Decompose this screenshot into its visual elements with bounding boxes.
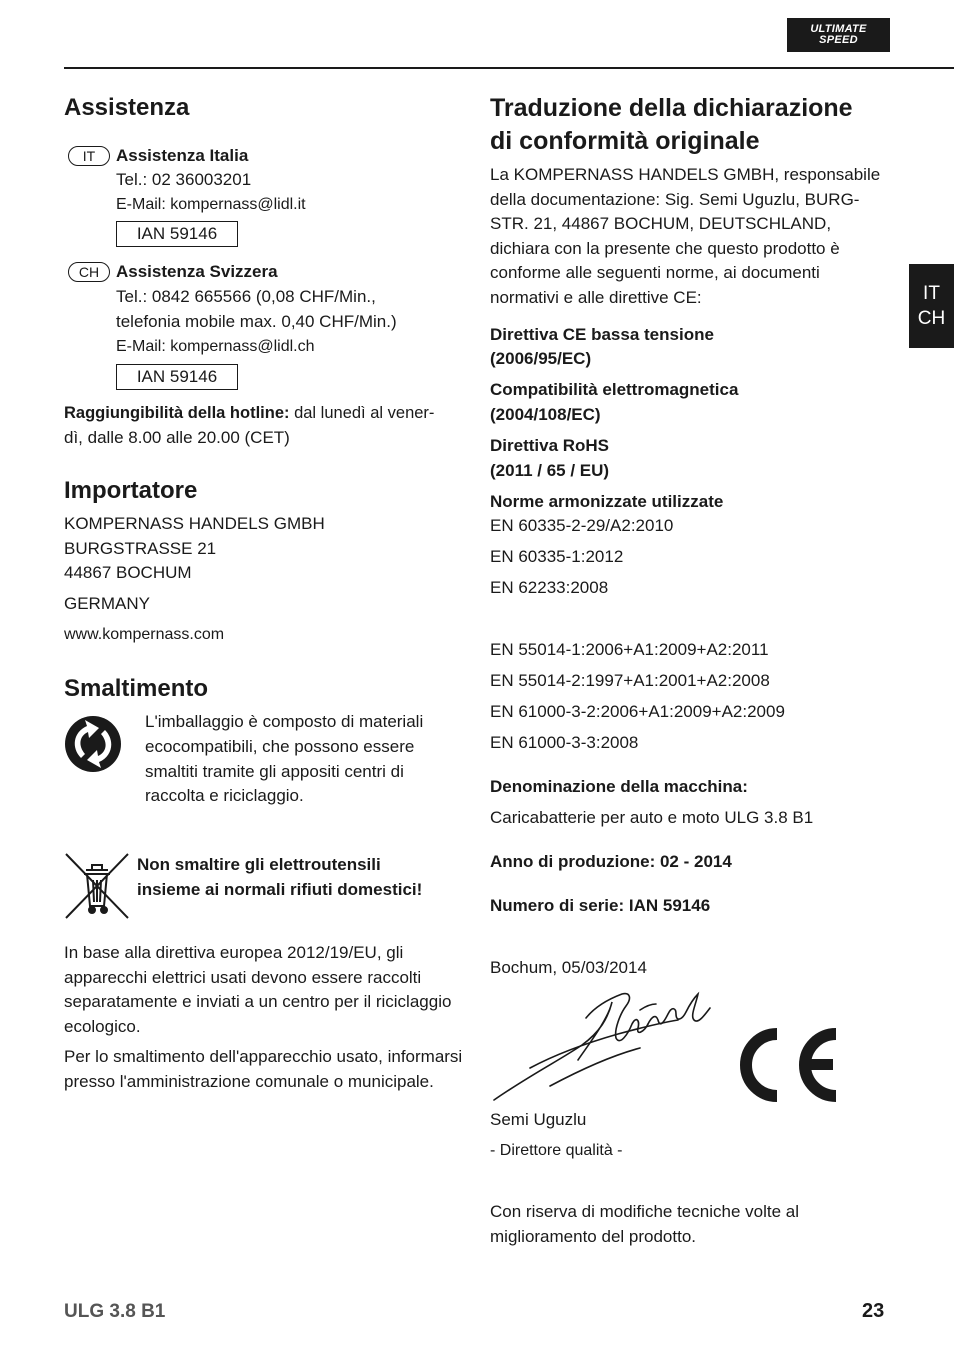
directive-line-3: separatamente e inviati a un centro per il riciclaggio bbox=[64, 992, 452, 1011]
header-rule bbox=[64, 67, 954, 69]
ian-box-it: IAN 59146 bbox=[116, 221, 238, 247]
disposal-line-1: Per lo smaltimento dell'apparecchio usato, informarsi bbox=[64, 1047, 463, 1066]
reserve-line-2: miglioramento del prodotto. bbox=[490, 1227, 697, 1246]
intro-line-2: della documentazione: Sig. Semi Uguzlu, BURG- bbox=[490, 190, 860, 209]
ce-mark-icon bbox=[735, 1027, 845, 1103]
intro-line-3: STR. 21, 44867 BOCHUM, DEUTSCHLAND, bbox=[490, 214, 832, 233]
importatore-web: www.kompernass.com bbox=[64, 626, 225, 643]
importatore-line-3: 44867 BOCHUM bbox=[64, 563, 192, 582]
brand-logo bbox=[787, 18, 890, 52]
norm-item: EN 60335-1:2012 bbox=[490, 547, 624, 566]
assistenza-italia-name: Assistenza Italia bbox=[116, 146, 249, 165]
assistenza-svizzera-tel: Tel.: 0842 665566 (0,08 CHF/Min., bbox=[116, 287, 376, 306]
norm-item: EN 60335-2-29/A2:2010 bbox=[490, 516, 674, 535]
declaration-title-line2: di conformità originale bbox=[490, 127, 760, 155]
importatore-line-2: BURGSTRASSE 21 bbox=[64, 539, 217, 558]
directive2-line1: Compatibilità elettromagnetica bbox=[490, 380, 739, 399]
footer-model: ULG 3.8 B1 bbox=[64, 1301, 166, 1322]
language-tab bbox=[909, 264, 954, 348]
directive2-line2: (2004/108/EC) bbox=[490, 405, 601, 424]
packaging-line-1: L'imballaggio è composto di materiali bbox=[145, 712, 424, 731]
assistenza-svizzera-name: Assistenza Svizzera bbox=[116, 262, 278, 281]
directive1-line2: (2006/95/EC) bbox=[490, 349, 592, 368]
hotline-line2: dì, dalle 8.00 alle 20.00 (CET) bbox=[64, 428, 290, 447]
directive1-line1: Direttiva CE bassa tensione bbox=[490, 325, 714, 344]
logo-line1: ULTIMATE bbox=[810, 23, 867, 35]
hotline-label: Raggiungibilità della hotline: bbox=[64, 404, 290, 422]
country-code-it: IT bbox=[68, 146, 110, 166]
reserve-line-1: Con riserva di modifiche tecniche volte al bbox=[490, 1202, 799, 1221]
importatore-title: Importatore bbox=[64, 477, 198, 504]
hotline-line1 bbox=[64, 401, 434, 426]
machine-value: Caricabatterie per auto e moto ULG 3.8 B1 bbox=[490, 808, 814, 827]
directive-line-1: In base alla direttiva europea 2012/19/EU, gli bbox=[64, 943, 404, 962]
crossed-bin-icon bbox=[64, 852, 130, 920]
packaging-line-4: raccolta e riciclaggio. bbox=[145, 786, 304, 805]
logo-line2: SPEED bbox=[819, 34, 858, 46]
norms-title: Norme armonizzate utilizzate bbox=[490, 492, 724, 511]
production-year: Anno di produzione: 02 - 2014 bbox=[490, 852, 732, 871]
green-dot-recycling-icon bbox=[63, 714, 123, 774]
disposal-line-2: presso l'amministrazione comunale o municipale. bbox=[64, 1072, 434, 1091]
signer-name: Semi Uguzlu bbox=[490, 1110, 587, 1129]
page-number: 23 bbox=[862, 1300, 885, 1322]
declaration-title-line1: Traduzione della dichiarazione bbox=[490, 94, 853, 122]
norm-item: EN 61000-3-3:2008 bbox=[490, 733, 639, 752]
language-tab-it: IT bbox=[923, 283, 940, 304]
intro-line-1: La KOMPERNASS HANDELS GMBH, responsabile bbox=[490, 165, 881, 184]
intro-line-5: conforme alle seguenti norme, ai documenti bbox=[490, 263, 820, 282]
directive-line-4: ecologico. bbox=[64, 1017, 141, 1036]
place-date: Bochum, 05/03/2014 bbox=[490, 958, 647, 977]
assistenza-italia-tel: Tel.: 02 36003201 bbox=[116, 170, 252, 189]
ian-box-ch: IAN 59146 bbox=[116, 364, 238, 390]
warning-line-1: Non smaltire gli elettroutensili bbox=[137, 855, 381, 874]
norm-item: EN 61000-3-2:2006+A1:2009+A2:2009 bbox=[490, 702, 785, 721]
packaging-line-2: ecocompatibili, che possono essere bbox=[145, 737, 415, 756]
norm-item: EN 55014-1:2006+A1:2009+A2:2011 bbox=[490, 640, 769, 659]
directive3-line1: Direttiva RoHS bbox=[490, 436, 610, 455]
assistenza-svizzera-tel2: telefonia mobile max. 0,40 CHF/Min.) bbox=[116, 312, 397, 331]
assistenza-svizzera-email: E-Mail: kompernass@lidl.ch bbox=[116, 338, 315, 355]
norm-item: EN 55014-2:1997+A1:2001+A2:2008 bbox=[490, 671, 770, 690]
signature-image bbox=[490, 990, 720, 1105]
smaltimento-title: Smaltimento bbox=[64, 675, 209, 702]
warning-line-2: insieme ai normali rifiuti domestici! bbox=[137, 880, 423, 899]
norm-item: EN 62233:2008 bbox=[490, 578, 609, 597]
language-tab-ch: CH bbox=[917, 308, 946, 329]
directive3-line2: (2011 / 65 / EU) bbox=[490, 461, 610, 480]
hotline-text1: dal lunedì al vener- bbox=[289, 404, 435, 422]
machine-label: Denominazione della macchina: bbox=[490, 777, 748, 796]
intro-line-4: dichiara con la presente che questo prodotto è bbox=[490, 239, 840, 258]
country-code-ch: CH bbox=[68, 262, 110, 282]
signer-role: - Direttore qualità - bbox=[490, 1142, 623, 1159]
directive-line-2: apparecchi elettrici usati devono essere raccolti bbox=[64, 968, 422, 987]
assistenza-title: Assistenza bbox=[64, 94, 190, 121]
assistenza-italia-email: E-Mail: kompernass@lidl.it bbox=[116, 196, 306, 213]
packaging-line-3: smaltiti tramite gli appositi centri di bbox=[145, 762, 404, 781]
importatore-line-1: KOMPERNASS HANDELS GMBH bbox=[64, 514, 325, 533]
intro-line-6: normativi e alle direttive CE: bbox=[490, 288, 702, 307]
serial-number: Numero di serie: IAN 59146 bbox=[490, 896, 711, 915]
importatore-country: GERMANY bbox=[64, 594, 150, 613]
